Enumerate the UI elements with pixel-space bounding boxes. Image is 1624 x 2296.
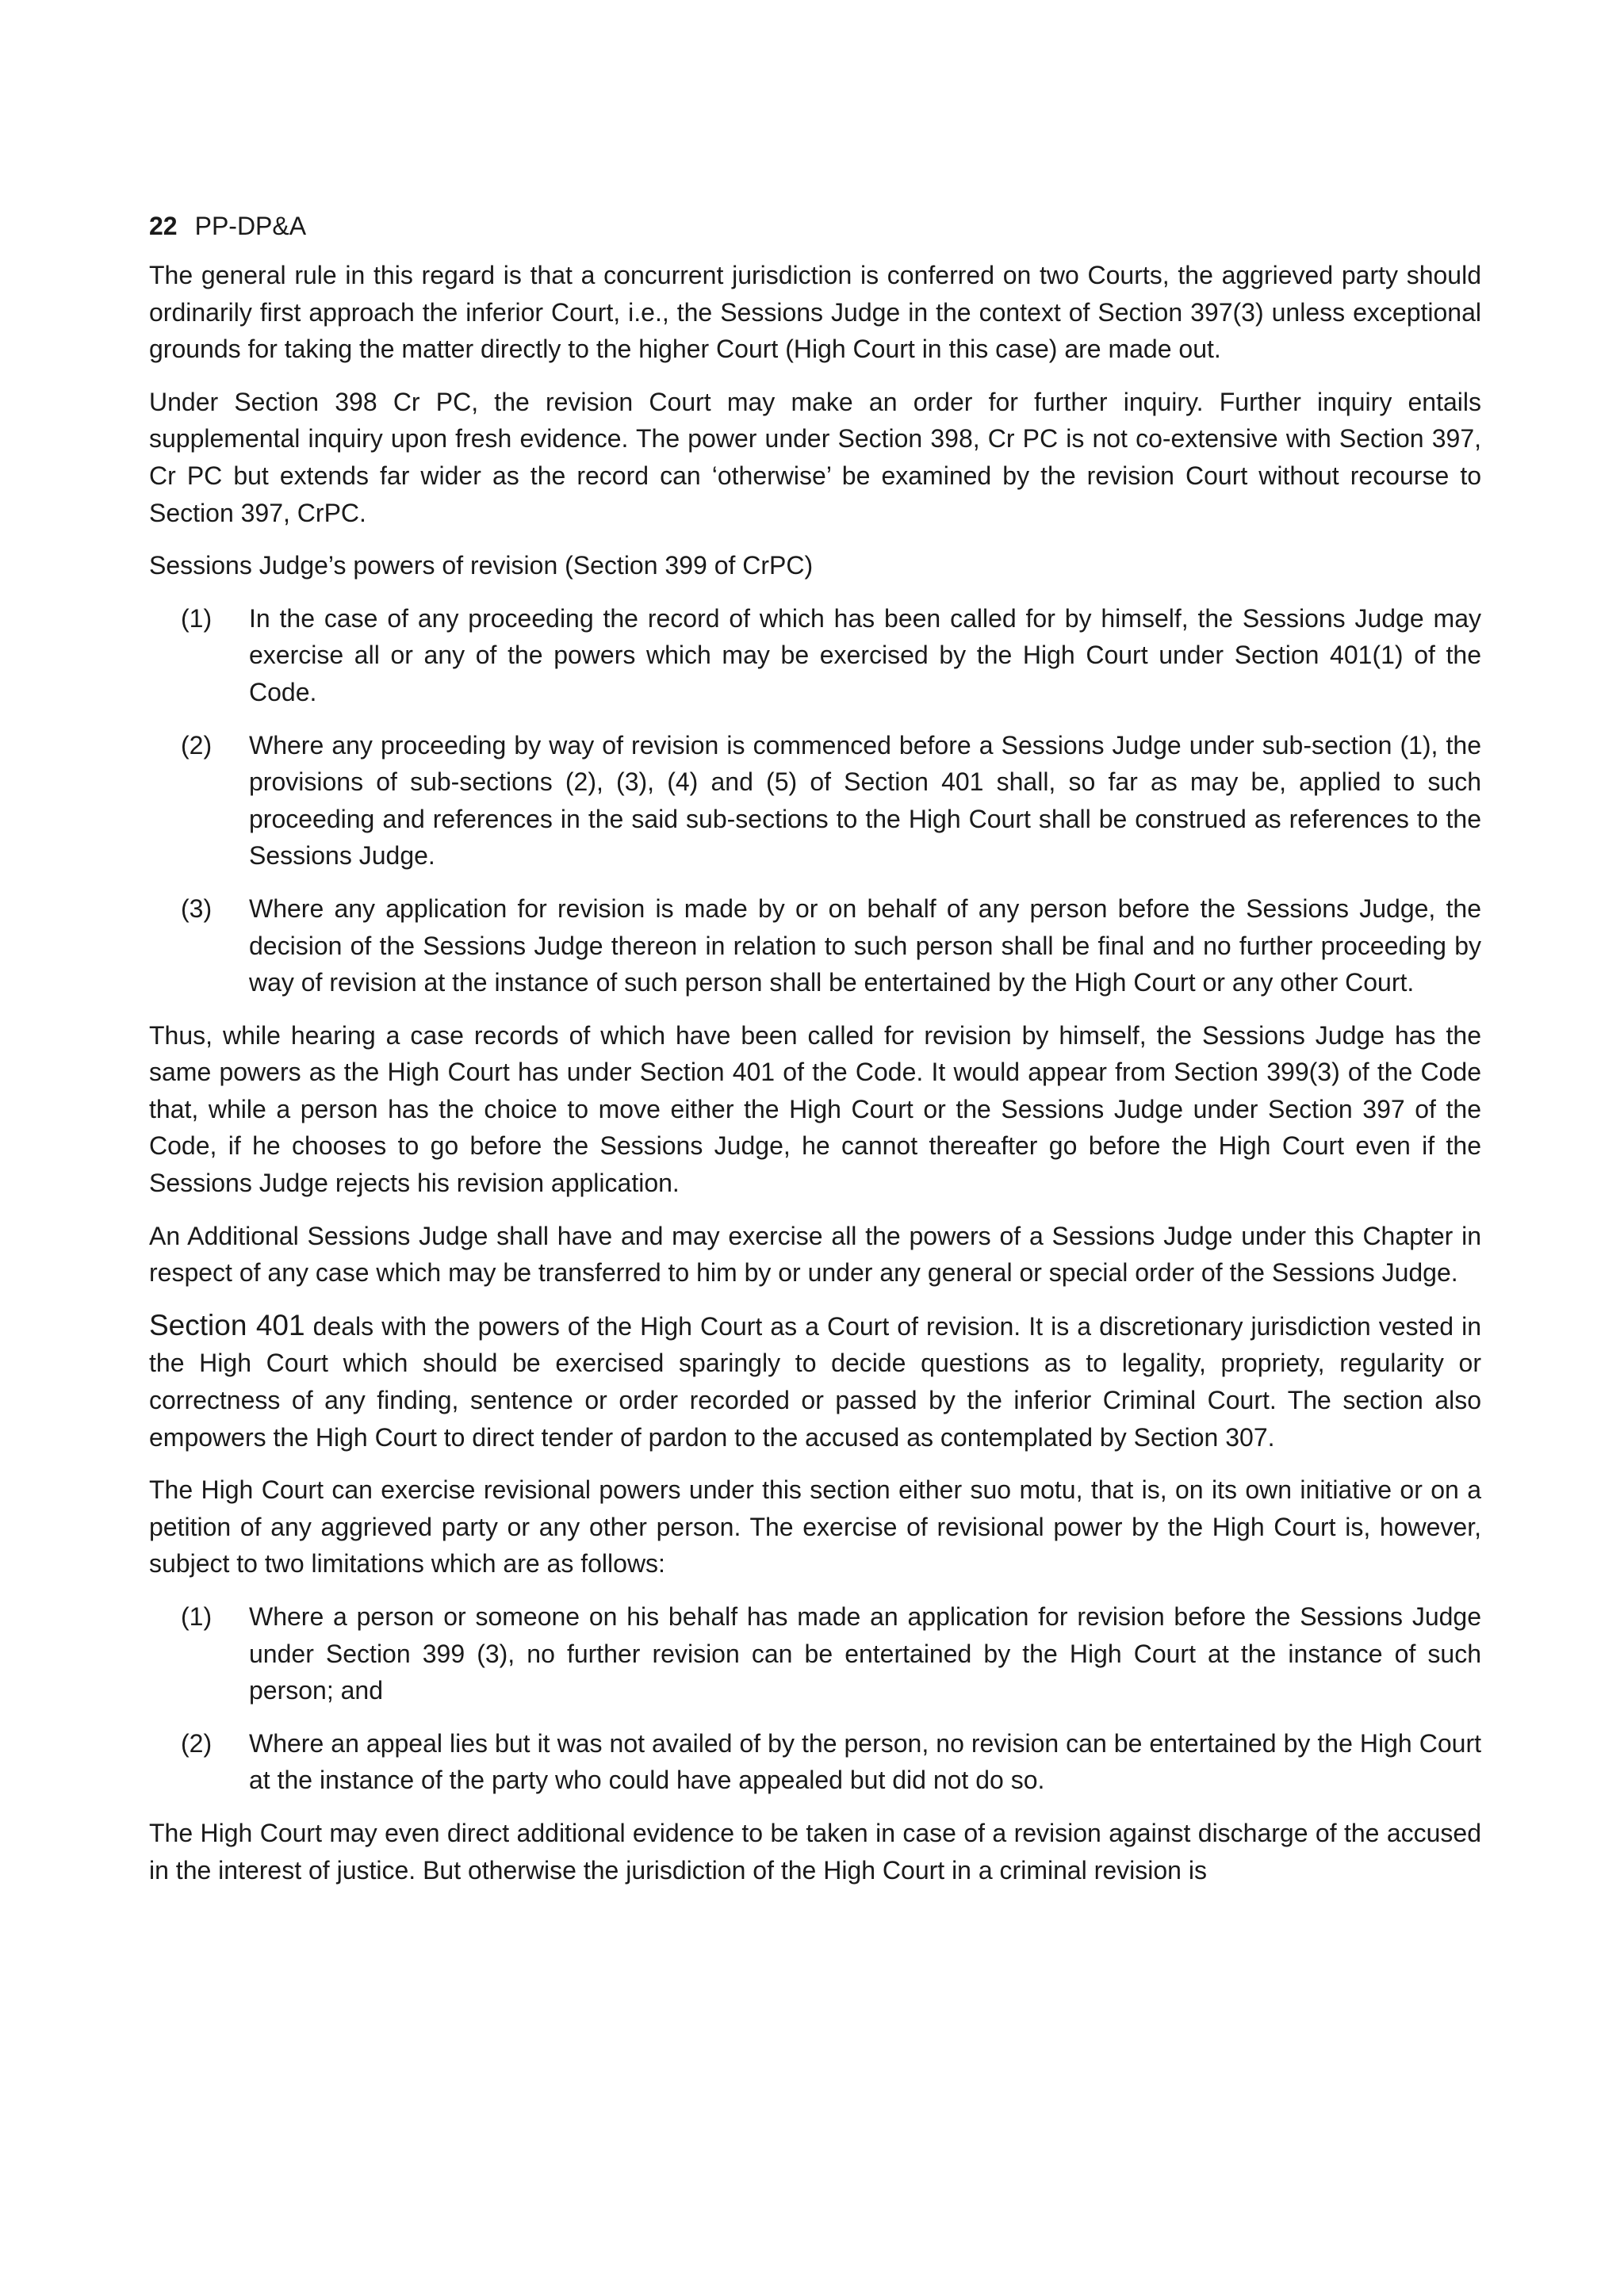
section-399-provisions-list [149, 600, 1481, 1001]
running-header [149, 208, 1481, 244]
paragraph-additional-sessions-judge: An Additional Sessions Judge shall have and may exercise all the powers of a Sessions Judge under this Chapter in respect of any case which may be transferred to him by or under any general or special order of the Sessions Judge. [149, 1221, 1481, 1288]
paragraph-sessions-judge-powers: Thus, while hearing a case records of which have been called for revision by himself, the Sessions Judge has the same powers as the High Court has under Section 401 of the Code. It would appear from Section 399(3) of the Code that, while a person has the choice to move either the High Court or the Sessions Judge under Section 397 of the Code, if he chooses to go before the Sessions Judge, he cannot thereafter go before the High Court even if the Sessions Judge rejects his revision application. [149, 1020, 1481, 1198]
list-item-number: (1) [181, 1602, 213, 1631]
section-401-text: deals with the powers of the High Court as a Court of revision. It is a discretionary jurisdiction vested in the High Court which should be exercised sparingly to decide questions as to legality, propriety, regularity or correctness of any finding, sentence or order recorded or passed by the inferior Criminal Court. The section also empowers the High Court to direct tender of pardon to the accused as contemplated by Section 307. [149, 1311, 1481, 1452]
list-item-text: Where any application for revision is made by or on behalf of any person before the Sessions Judge, the decision of the Sessions Judge thereon in relation to such person shall be final and no further proceeding by way of revision at the instance of such person shall be entertained by the High Court or any other Court. [249, 894, 1481, 997]
section-401-lead: Section 401 [149, 1308, 305, 1341]
list-item [149, 1725, 1481, 1799]
document-page [149, 208, 1481, 1904]
list-item [149, 1598, 1481, 1709]
page-number: 22 [149, 212, 178, 240]
list-item-number: (2) [181, 1728, 213, 1758]
limitations-list [149, 1598, 1481, 1799]
list-item-text: Where a person or someone on his behalf has made an application for revision before the Sessions Judge under Section 399 (3), no further revision can be entertained by the High Court at the instance of such person; and [249, 1602, 1481, 1705]
list-item-number: (1) [181, 603, 213, 633]
list-item [149, 727, 1481, 874]
paragraph-additional-evidence: The High Court may even direct additional evidence to be taken in case of a revision against discharge of the accused in the interest of justice. But otherwise the jurisdiction of the High Court in a criminal revision is [149, 1818, 1481, 1885]
list-item-text: Where an appeal lies but it was not availed of by the person, no revision can be entertained by the High Court at the instance of the party who could have appealed but did not do so. [249, 1728, 1481, 1795]
paragraph-section-401 [149, 1307, 1481, 1456]
running-title: PP-DP&A [194, 212, 307, 240]
list-item-text: Where any proceeding by way of revision is commenced before a Sessions Judge under sub-section (1), the provisions of sub-sections (2), (3), (4) and (5) of Section 401 shall, so far as may be, applied to such proceeding and references in the said sub-sections to the High Court shall be construed as references to the Sessions Judge. [249, 730, 1481, 871]
list-item-number: (3) [181, 894, 213, 923]
list-item-text: In the case of any proceeding the record of which has been called for by himself, the Sessions Judge may exercise all or any of the powers which may be exercised by the High Court under Section 401(1) of the Code. [249, 603, 1481, 706]
paragraph-section-398: Under Section 398 Cr PC, the revision Court may make an order for further inquiry. Further inquiry entails supplemental inquiry upon fresh evidence. The power under Section 398, Cr PC is not co-extensive with Section 397, Cr PC but extends far wider as the record can ‘otherwise’ be examined by the revision Court without recourse to Section 397, CrPC. [149, 387, 1481, 527]
section-399-heading: Sessions Judge’s powers of revision (Section 399 of CrPC) [149, 551, 814, 580]
paragraph-revisional-powers: The High Court can exercise revisional powers under this section either suo motu, that is, on its own initiative or on a petition of any aggrieved party or any other person. The exercise of revisional power by the High Court is, however, subject to two limitations which are as follows: [149, 1475, 1481, 1578]
list-item-number: (2) [181, 730, 213, 760]
list-item [149, 890, 1481, 1001]
paragraph-concurrent-jurisdiction: The general rule in this regard is that a concurrent jurisdiction is conferred on two Courts, the aggrieved party should ordinarily first approach the inferior Court, i.e., the Sessions Judge in the context of Section 397(3) unless exceptional grounds for taking the matter directly to the higher Court (High Court in this case) are made out. [149, 261, 1481, 364]
list-item [149, 600, 1481, 711]
